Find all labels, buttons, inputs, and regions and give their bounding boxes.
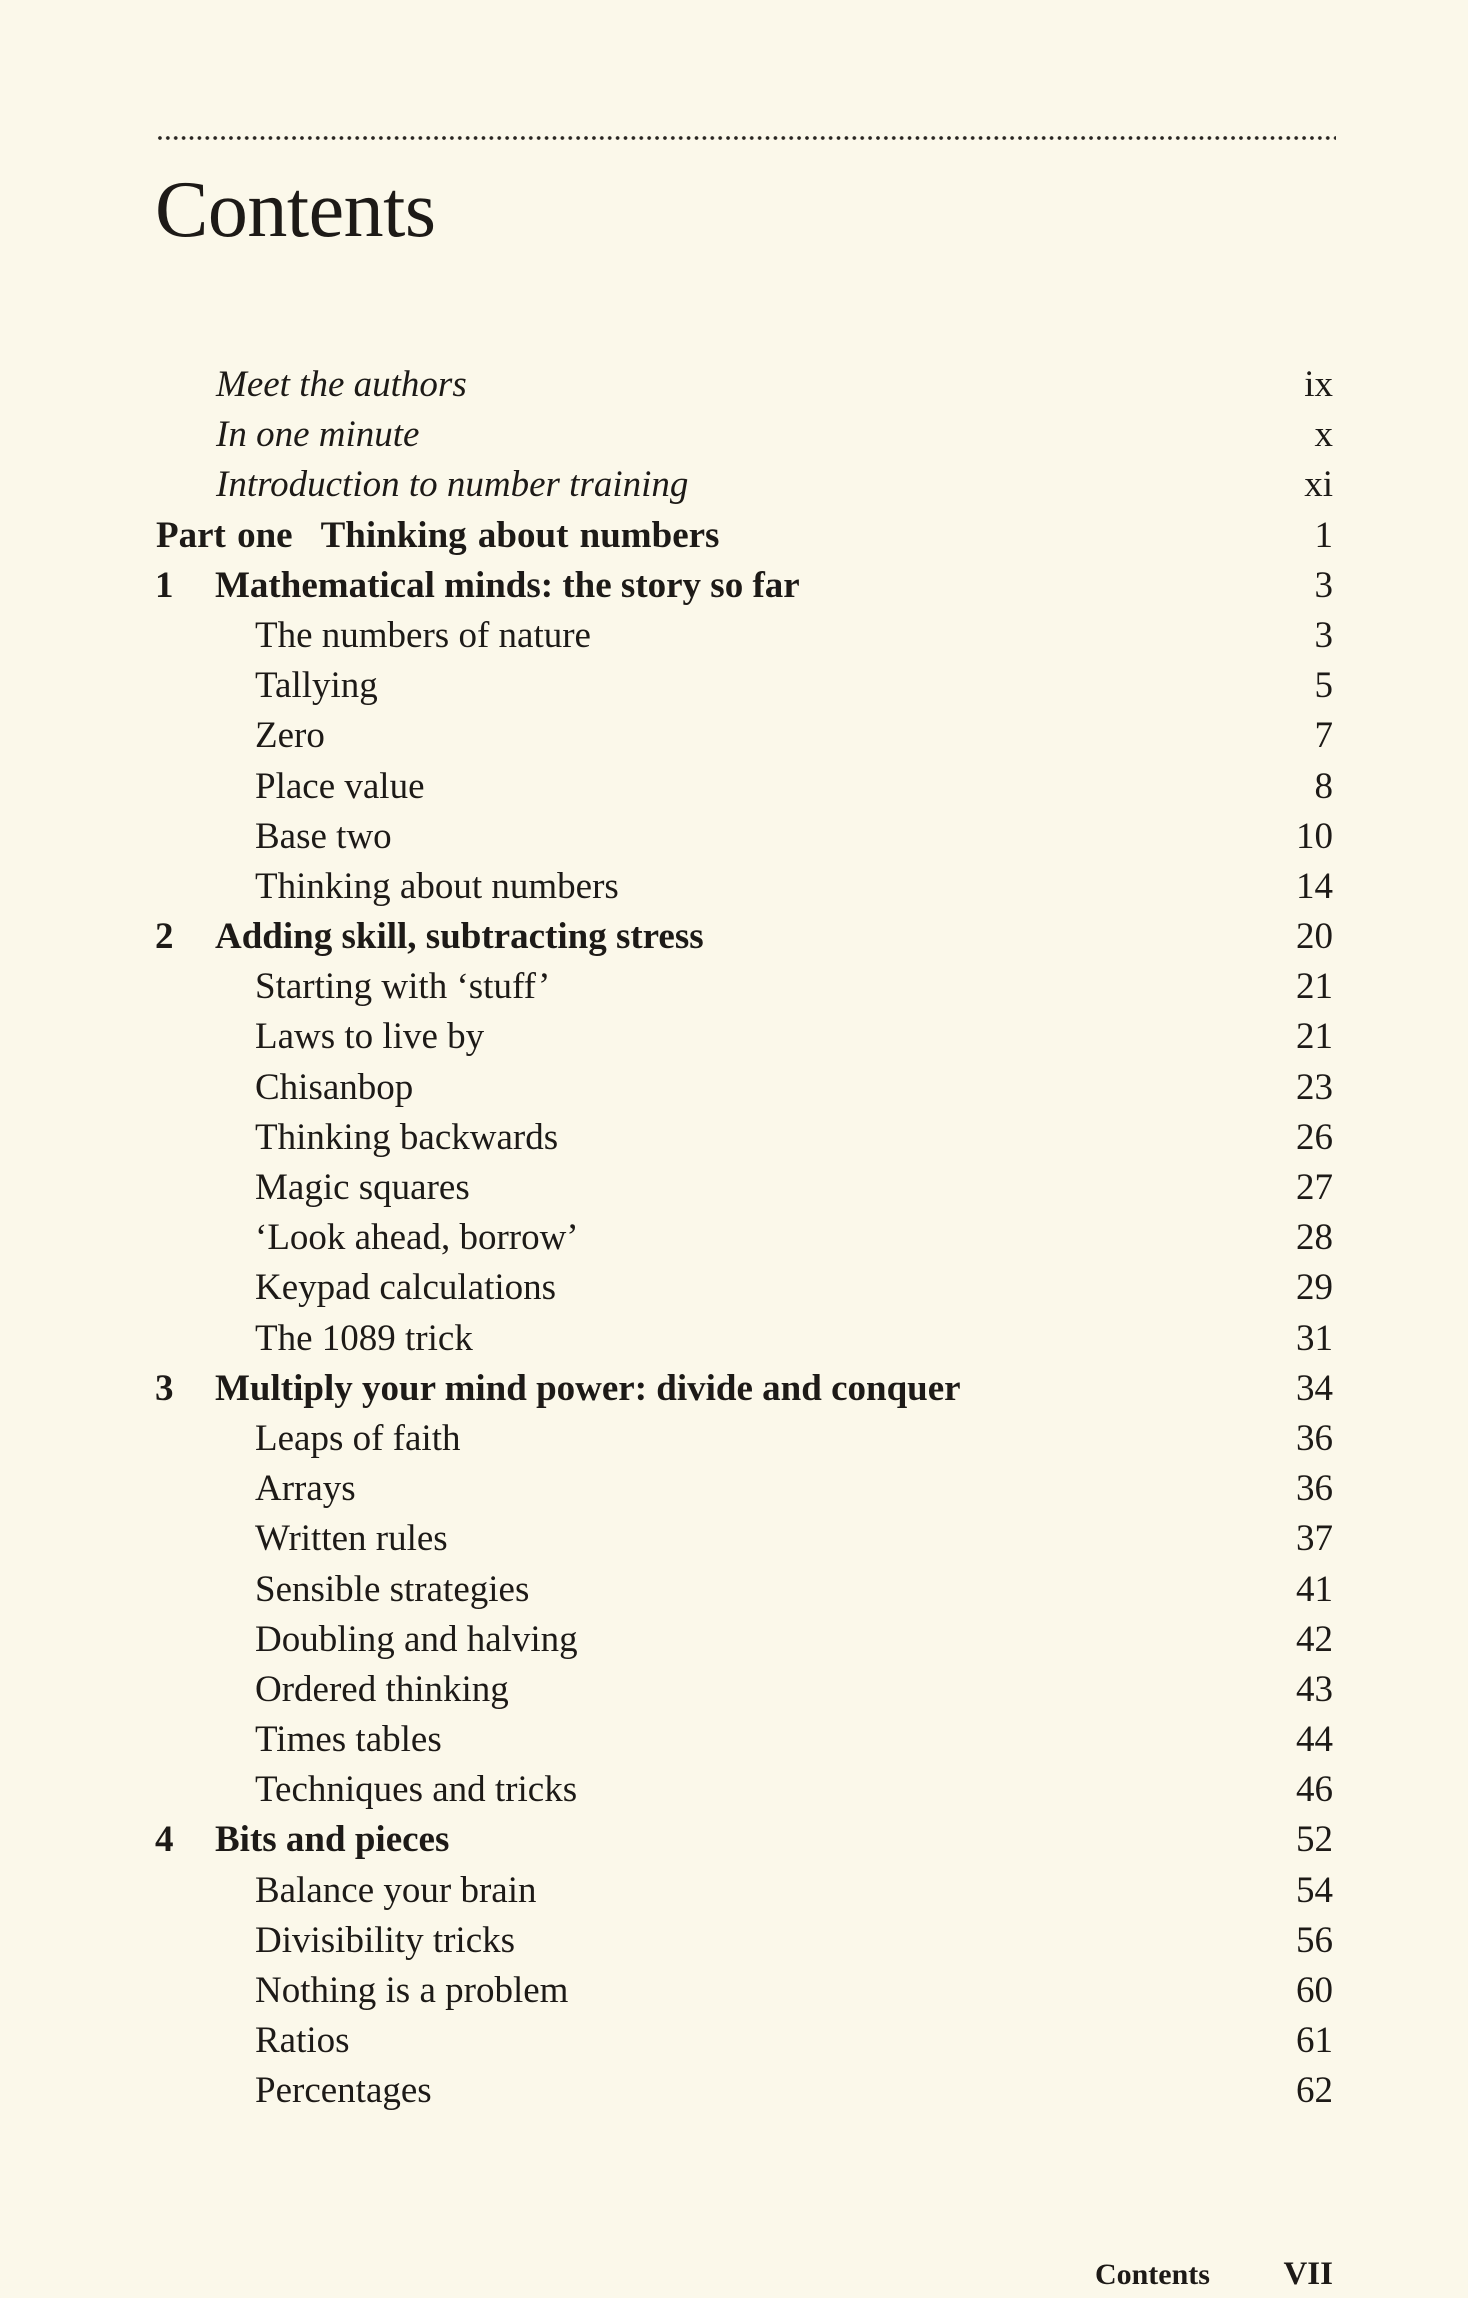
entry-title: Techniques and tricks xyxy=(255,1769,578,1811)
toc-entry-section xyxy=(0,1113,1468,1163)
page-footer xyxy=(1095,2258,1333,2291)
entry-page-number: 7 xyxy=(1314,715,1333,757)
entry-title: Written rules xyxy=(255,1518,448,1560)
entry-title: ‘Look ahead, borrow’ xyxy=(255,1217,579,1259)
toc-entry-section xyxy=(0,611,1468,661)
entry-page-number: 44 xyxy=(1296,1719,1333,1761)
entry-title: The 1089 trick xyxy=(255,1317,473,1359)
entry-title: Bits and pieces xyxy=(215,1819,450,1861)
toc-entry-section xyxy=(0,1414,1468,1464)
entry-title: Chisanbop xyxy=(255,1066,414,1108)
folio-page-number: VII xyxy=(1283,2256,1333,2292)
entry-page-number: 31 xyxy=(1296,1317,1333,1359)
entry-title: The numbers of nature xyxy=(255,614,591,656)
entry-page-number: 54 xyxy=(1296,1869,1333,1911)
entry-page-number: 27 xyxy=(1296,1167,1333,1208)
entry-title: Doubling and halving xyxy=(255,1618,578,1660)
entry-title: Times tables xyxy=(255,1719,442,1761)
entry-page-number: 5 xyxy=(1314,665,1333,707)
entry-page-number: 42 xyxy=(1296,1618,1333,1660)
toc-entry-section xyxy=(0,1063,1468,1113)
toc-entry-chapter xyxy=(0,561,1468,611)
entry-page-number: 14 xyxy=(1296,865,1333,907)
entry-page-number: 20 xyxy=(1296,916,1333,958)
toc-entry-section xyxy=(0,1615,1468,1665)
entry-title: In one minute xyxy=(216,414,420,456)
entry-page-number: 60 xyxy=(1296,1970,1333,2011)
entry-title: Keypad calculations xyxy=(255,1267,557,1309)
entry-title: Introduction to number training xyxy=(216,464,689,506)
entry-page-number: 52 xyxy=(1296,1819,1333,1861)
entry-page-number: 34 xyxy=(1296,1367,1333,1409)
entry-title: Ordered thinking xyxy=(255,1668,509,1710)
toc-entry-section xyxy=(0,812,1468,862)
entry-page-number: 46 xyxy=(1296,1769,1333,1811)
chapter-number: 3 xyxy=(155,1367,174,1409)
toc-entry-section xyxy=(0,862,1468,912)
toc-entry-section xyxy=(0,1163,1468,1213)
toc-entry-section xyxy=(0,1213,1468,1263)
toc-entry-section xyxy=(0,1263,1468,1313)
toc-entry-front xyxy=(0,360,1468,410)
chapter-number: 1 xyxy=(155,564,174,606)
entry-page-number: 61 xyxy=(1296,2020,1333,2062)
part-heading xyxy=(156,511,719,561)
entry-page-number: ix xyxy=(1304,364,1333,405)
toc-entry-section xyxy=(0,1514,1468,1564)
entry-title: Tallying xyxy=(255,665,378,707)
toc-entry-section xyxy=(0,1012,1468,1062)
entry-page-number: 26 xyxy=(1296,1116,1333,1158)
entry-page-number: xi xyxy=(1304,464,1333,506)
entry-title: Laws to live by xyxy=(255,1016,485,1058)
toc-entry-section xyxy=(0,1866,1468,1916)
entry-title: Arrays xyxy=(255,1468,356,1510)
entry-page-number: 21 xyxy=(1296,966,1333,1008)
toc-entry-front xyxy=(0,410,1468,460)
toc-entry-section xyxy=(0,2066,1468,2116)
toc-entry-front xyxy=(0,460,1468,510)
entry-page-number: 21 xyxy=(1296,1016,1333,1058)
toc-entry-section xyxy=(0,1565,1468,1615)
toc-entry-part xyxy=(0,511,1468,561)
entry-title: Starting with ‘stuff’ xyxy=(255,966,551,1008)
entry-title: Ratios xyxy=(255,2020,350,2062)
entry-page-number: x xyxy=(1314,414,1333,456)
part-label: Part one xyxy=(156,514,293,556)
part-title: Thinking about numbers xyxy=(320,514,720,556)
toc-entry-section xyxy=(0,1916,1468,1966)
entry-page-number: 28 xyxy=(1296,1217,1333,1259)
toc-entry-section xyxy=(0,1966,1468,2016)
toc-entry-section xyxy=(0,962,1468,1012)
dotted-rule xyxy=(156,134,1336,142)
entry-title: Magic squares xyxy=(255,1167,470,1208)
page-title: Contents xyxy=(155,166,436,254)
toc-entry-section xyxy=(0,762,1468,812)
toc-entry-chapter xyxy=(0,1815,1468,1865)
entry-title: Meet the authors xyxy=(216,364,467,405)
entry-title: Mathematical minds: the story so far xyxy=(215,564,800,606)
chapter-number: 2 xyxy=(155,916,174,958)
entry-page-number: 62 xyxy=(1296,2070,1333,2112)
entry-page-number: 3 xyxy=(1314,564,1333,606)
entry-title: Place value xyxy=(255,765,425,807)
entry-title: Adding skill, subtracting stress xyxy=(215,916,704,958)
entry-page-number: 36 xyxy=(1296,1468,1333,1510)
entry-page-number: 41 xyxy=(1296,1568,1333,1610)
entry-title: Leaps of faith xyxy=(255,1417,461,1459)
toc-entry-section xyxy=(0,2016,1468,2066)
toc-entry-chapter xyxy=(0,1364,1468,1414)
entry-title: Balance your brain xyxy=(255,1869,537,1911)
entry-page-number: 43 xyxy=(1296,1668,1333,1710)
entry-page-number: 36 xyxy=(1296,1417,1333,1459)
entry-page-number: 23 xyxy=(1296,1066,1333,1108)
toc-entry-section xyxy=(0,1464,1468,1514)
entry-page-number: 29 xyxy=(1296,1267,1333,1309)
entry-page-number: 56 xyxy=(1296,1919,1333,1961)
entry-title: Multiply your mind power: divide and conquer xyxy=(215,1367,961,1409)
toc-entry-section xyxy=(0,711,1468,761)
toc-entry-chapter xyxy=(0,912,1468,962)
chapter-number: 4 xyxy=(155,1819,174,1861)
entry-title: Base two xyxy=(255,815,392,857)
toc-entry-section xyxy=(0,1765,1468,1815)
entry-page-number: 10 xyxy=(1296,815,1333,857)
entry-title: Divisibility tricks xyxy=(255,1919,516,1961)
toc-entry-section xyxy=(0,1314,1468,1364)
toc-entry-section xyxy=(0,1715,1468,1765)
table-of-contents xyxy=(0,360,1468,2117)
entry-title: Zero xyxy=(255,715,325,757)
toc-entry-section xyxy=(0,1665,1468,1715)
entry-page-number: 1 xyxy=(1314,514,1333,556)
entry-title: Thinking backwards xyxy=(255,1116,559,1158)
entry-page-number: 8 xyxy=(1314,765,1333,807)
entry-page-number: 37 xyxy=(1296,1518,1333,1560)
running-footer-label: Contents xyxy=(1094,2258,1210,2291)
toc-entry-section xyxy=(0,661,1468,711)
entry-page-number: 3 xyxy=(1314,614,1333,656)
entry-title: Thinking about numbers xyxy=(255,865,619,907)
entry-title: Percentages xyxy=(255,2070,432,2112)
entry-title: Nothing is a problem xyxy=(255,1970,569,2011)
entry-title: Sensible strategies xyxy=(255,1568,530,1610)
